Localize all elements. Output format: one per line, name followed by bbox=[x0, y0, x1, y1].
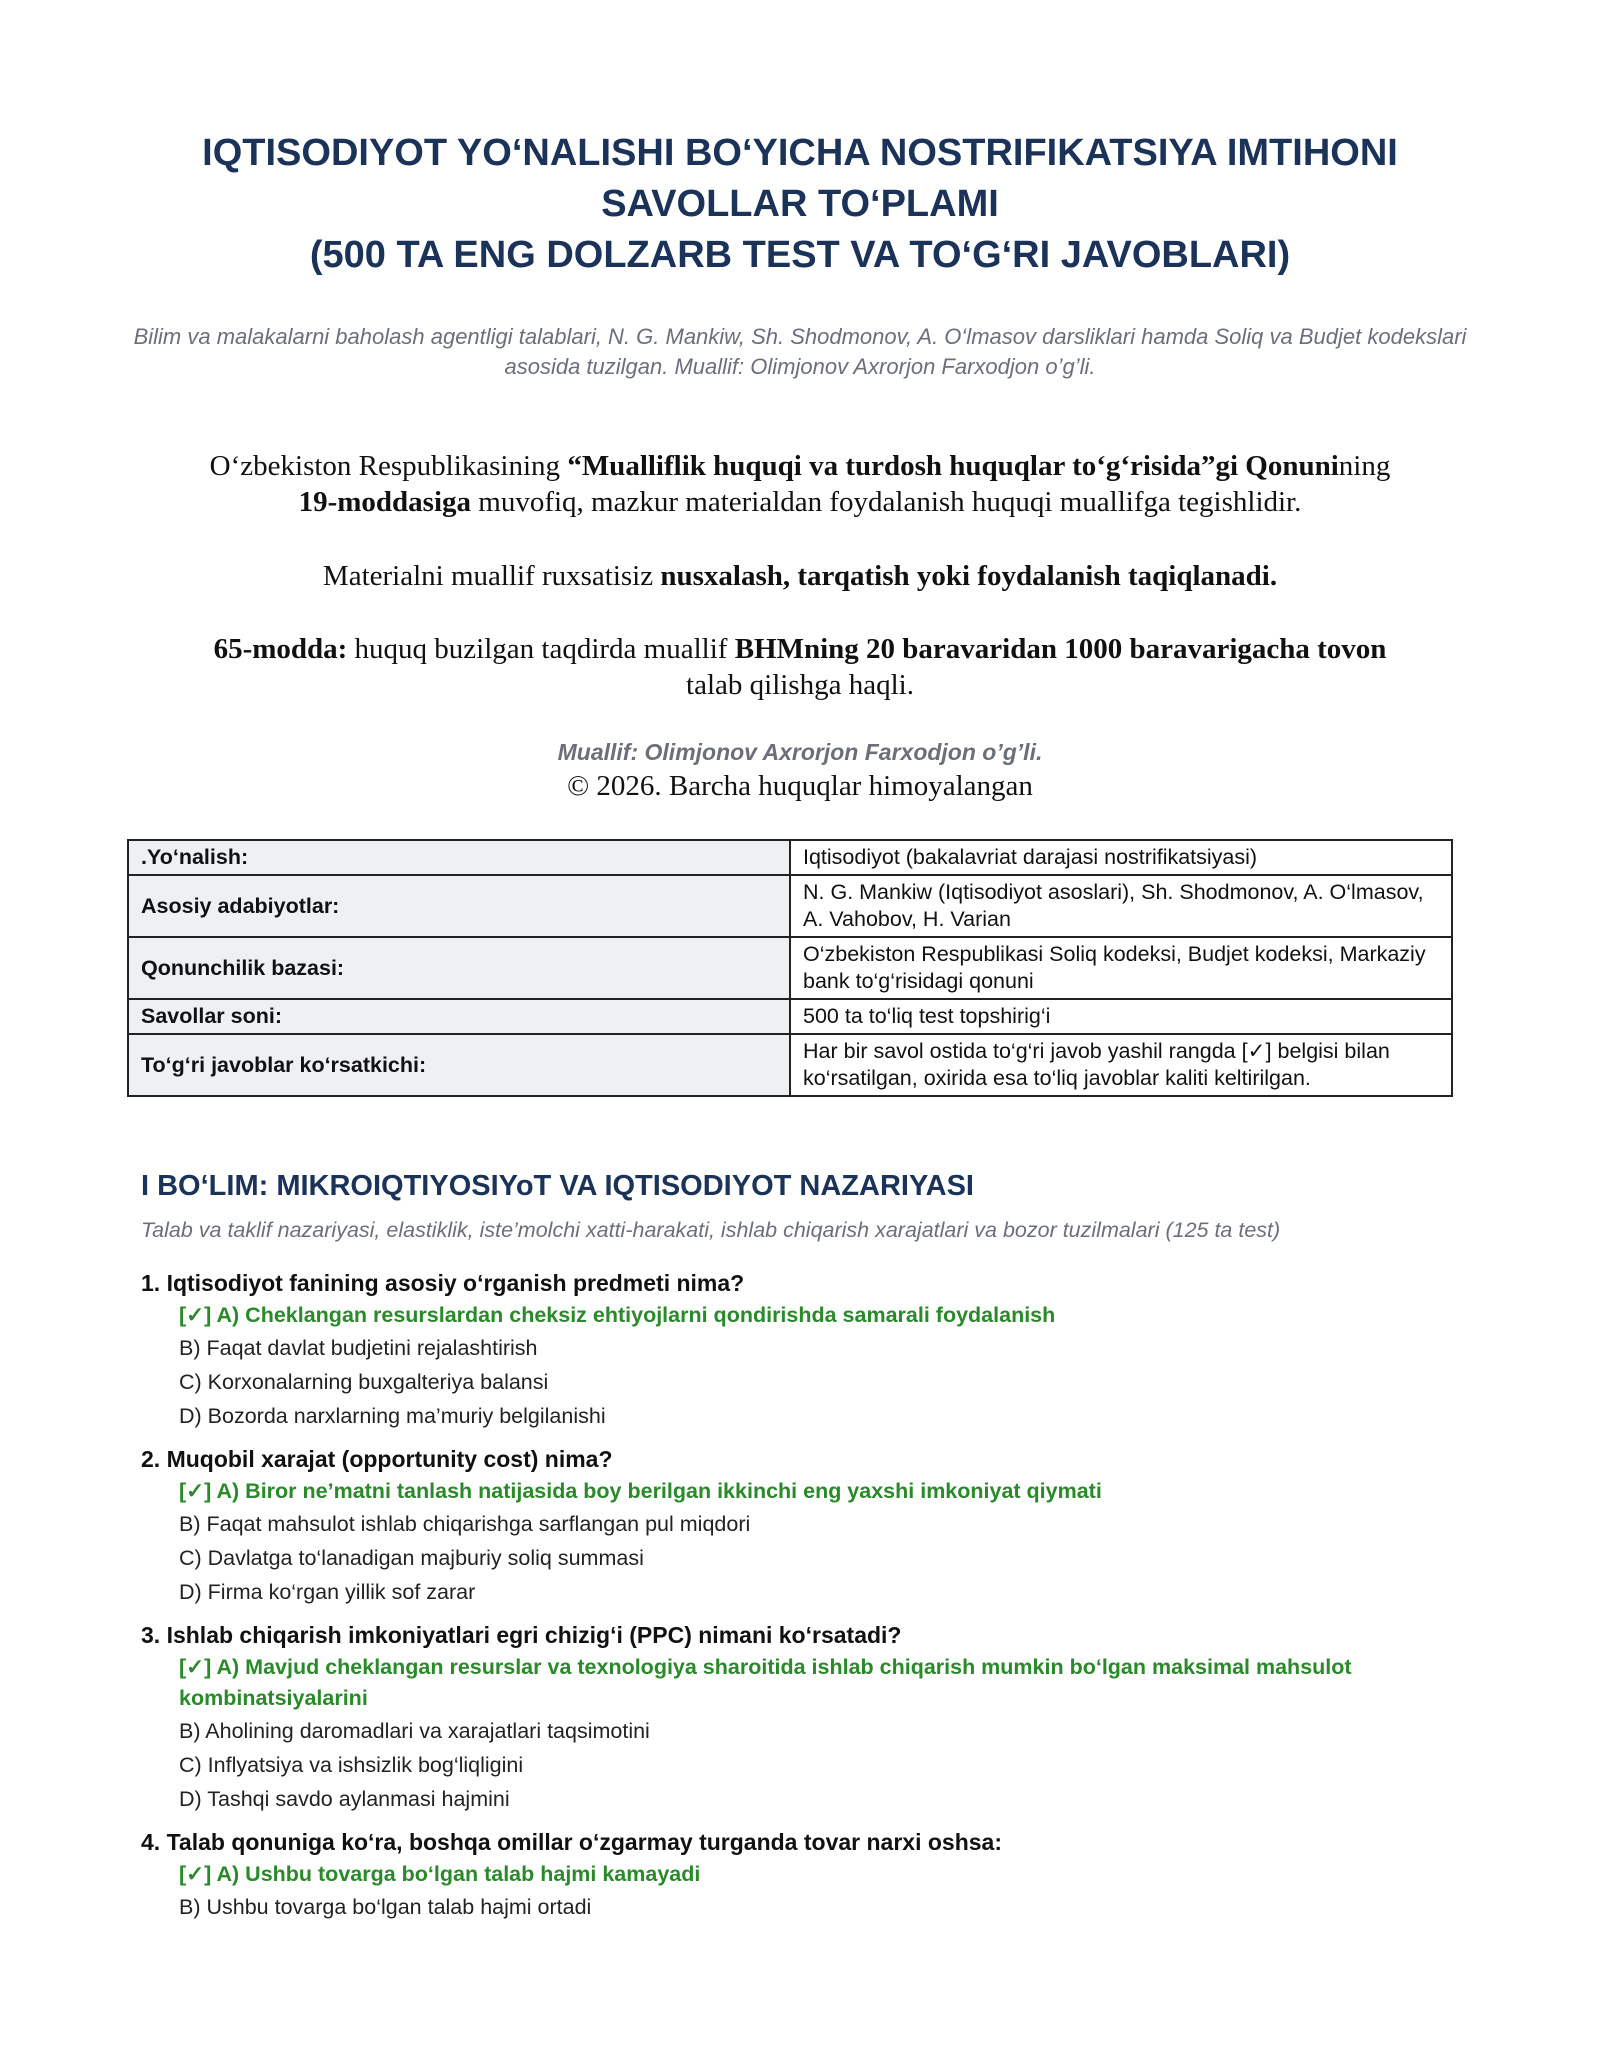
copyright-line: © 2026. Barcha huquqlar himoyalangan bbox=[567, 770, 1033, 802]
correct-answer: [✓] A) Mavjud cheklangan resurslar va texnologiya sharoitida ishlab chiqarish mumkin bo‘lgan maksimal mahsulot kombinatsiyalarini bbox=[179, 1655, 1352, 1710]
question-title: 1. Iqtisodiyot fanining asosiy o‘rganish predmeti nima? bbox=[141, 1270, 745, 1296]
answer-option: B) Faqat mahsulot ishlab chiqarishga sarflangan pul miqdori bbox=[179, 1512, 751, 1536]
text: Materialni muallif ruxsatisiz bbox=[322, 560, 661, 592]
table-row bbox=[128, 937, 1452, 999]
law-name: “Mualliflik huquqi va turdosh huquqlar to‘g‘risida”gi Qonuni bbox=[567, 450, 1339, 482]
title-line-3: (500 TA ENG DOLZARB TEST VA TO‘G‘RI JAVOBLARI) bbox=[309, 234, 1291, 276]
text: ning bbox=[1338, 450, 1391, 482]
document-title bbox=[100, 128, 1500, 281]
table-value: 500 ta to‘liq test topshirig‘i bbox=[790, 999, 1452, 1034]
table-row bbox=[128, 999, 1452, 1034]
question-title: 4. Talab qonuniga ko‘ra, boshqa omillar o‘zgarmay turganda tovar narxi oshsa: bbox=[141, 1829, 1002, 1855]
article-ref: 19-moddasiga bbox=[298, 486, 472, 518]
question bbox=[141, 1618, 1471, 1816]
correct-answer: [✓] A) Ushbu tovarga bo‘lgan talab hajmi kamayadi bbox=[179, 1862, 701, 1886]
answer-option: B) Faqat davlat budjetini rejalashtirish bbox=[179, 1336, 538, 1360]
table-row bbox=[128, 875, 1452, 937]
copyright-paragraph-1 bbox=[120, 448, 1480, 520]
answer-option: C) Davlatga to‘lanadigan majburiy soliq summasi bbox=[179, 1546, 644, 1570]
text: talab qilishga haqli. bbox=[686, 669, 914, 701]
title-line-1: IQTISODIYOT YO‘NALISHI BO‘YICHA NOSTRIFIKATSIYA IMTIHONI bbox=[202, 132, 1398, 174]
table-key: Qonunchilik bazasi: bbox=[128, 937, 790, 999]
document-subtitle: Bilim va malakalarni baholash agentligi talablari, N. G. Mankiw, Sh. Shodmonov, A. O‘lmasov darsliklari hamda Soliq va Budjet kodekslari asosida tuzilgan. Muallif: Olimjonov Axrorjon Farxodjon o’g’li. bbox=[133, 324, 1467, 379]
question bbox=[141, 1825, 1471, 1924]
answer-option: D) Bozorda narxlarning ma’muriy belgilanishi bbox=[179, 1404, 606, 1428]
table-value: Har bir savol ostida to‘g‘ri javob yashil rangda [✓] belgisi bilan ko‘rsatilgan, oxirida esa to‘liq javoblar kaliti keltirilgan. bbox=[790, 1034, 1452, 1096]
answer-option: D) Tashqi savdo aylanmasi hajmini bbox=[179, 1787, 510, 1811]
table-key: .Yo‘nalish: bbox=[128, 840, 790, 875]
question-title: 3. Ishlab chiqarish imkoniyatlari egri chizig‘i (PPC) nimani ko‘rsatadi? bbox=[141, 1622, 902, 1648]
answer-option: B) Ushbu tovarga bo‘lgan talab hajmi ortadi bbox=[179, 1895, 592, 1919]
copyright-paragraph-2 bbox=[120, 558, 1480, 594]
question-title: 2. Muqobil xarajat (opportunity cost) nima? bbox=[141, 1446, 613, 1472]
answer-option: D) Firma ko‘rgan yillik sof zarar bbox=[179, 1580, 476, 1604]
section-title: I BO‘LIM: MIKROIQTIYOSIYoT VA IQTISODIYOT NAZARIYASI bbox=[141, 1170, 974, 1202]
answer-option: C) Inflyatsiya va ishsizlik bog‘liqligini bbox=[179, 1753, 524, 1777]
prohibition: nusxalash, tarqatish yoki foydalanish taqiqlanadi. bbox=[660, 560, 1278, 592]
table-row bbox=[128, 840, 1452, 875]
article-65: 65-modda: bbox=[213, 633, 348, 665]
table-key: Savollar soni: bbox=[128, 999, 790, 1034]
answer-option: C) Korxonalarning buxgalteriya balansi bbox=[179, 1370, 549, 1394]
section-subtitle: Talab va taklif nazariyasi, elastiklik, iste’molchi xatti-harakati, ishlab chiqarish xarajatlari va bozor tuzilmalari (125 ta test) bbox=[141, 1218, 1281, 1242]
correct-answer: [✓] A) Cheklangan resurslardan cheksiz ehtiyojlarni qondirishda samarali foydalanish bbox=[179, 1303, 1056, 1327]
table-row bbox=[128, 1034, 1452, 1096]
table-value: N. G. Mankiw (Iqtisodiyot asoslari), Sh. Shodmonov, A. O‘lmasov, A. Vahobov, H. Varian bbox=[790, 875, 1452, 937]
info-table bbox=[127, 839, 1453, 1097]
answer-option: B) Aholining daromadlari va xarajatlari taqsimotini bbox=[179, 1719, 650, 1743]
title-line-2: SAVOLLAR TO‘PLAMI bbox=[601, 183, 999, 225]
question-list bbox=[141, 1266, 1471, 1933]
table-key: Asosiy adabiyotlar: bbox=[128, 875, 790, 937]
text: muvofiq, mazkur materialdan foydalanish huquqi muallifga tegishlidir. bbox=[471, 486, 1302, 518]
question bbox=[141, 1266, 1471, 1433]
table-value: Iqtisodiyot (bakalavriat darajasi nostrifikatsiyasi) bbox=[790, 840, 1452, 875]
correct-answer: [✓] A) Biror ne’matni tanlash natijasida boy berilgan ikkinchi eng yaxshi imkoniyat qiymati bbox=[179, 1479, 1102, 1503]
table-value: O‘zbekiston Respublikasi Soliq kodeksi, Budjet kodeksi, Markaziy bank to‘g‘risidagi qonuni bbox=[790, 937, 1452, 999]
text: O‘zbekiston Respublikasining bbox=[209, 450, 568, 482]
copyright-paragraph-3 bbox=[120, 631, 1480, 703]
penalty: BHMning 20 baravaridan 1000 baravarigacha tovon bbox=[734, 633, 1387, 665]
text: huquq buzilgan taqdirda muallif bbox=[347, 633, 735, 665]
question bbox=[141, 1442, 1471, 1609]
author-line: Muallif: Olimjonov Axrorjon Farxodjon o’g’li. bbox=[557, 739, 1043, 765]
table-key: To‘g‘ri javoblar ko‘rsatkichi: bbox=[128, 1034, 790, 1096]
